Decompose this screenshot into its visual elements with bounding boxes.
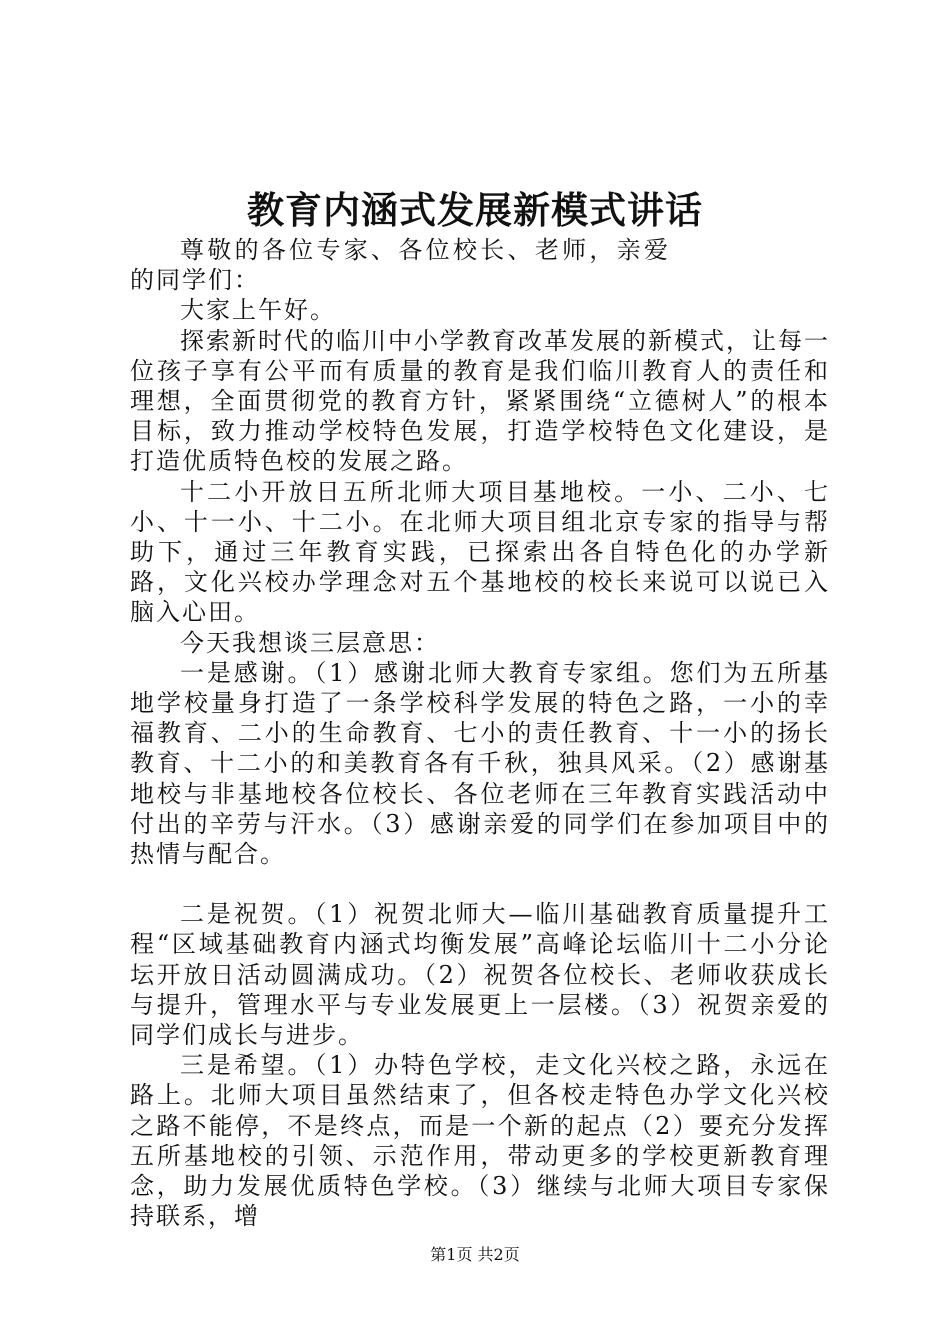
paragraph-base-schools: 十二小开放日五所北师大项目基地校。一小、二小、七小、十一小、十二小。在北师大项目组北京专家的指导与帮助下，通过三年教育实践，已探索出各自特色化的办学新路，文化兴校办学理念对五个基地校的校长来说可以说已入脑入心田。 bbox=[130, 477, 830, 627]
paragraph-three-points: 今天我想谈三层意思： bbox=[180, 628, 440, 657]
paragraph-hopes: 三是希望。（1）办特色学校，走文化兴校之路，永远在路上。北师大项目虽然结束了，但各校走特色办学文化兴校之路不能停，不是终点，而是一个新的起点（2）要充分发挥五所基地校的引领、示范作用，带动更多的学校更新教育理念，助力发展优质特色学校。（3）继续与北师大项目专家保持联系，增 bbox=[130, 1051, 830, 1231]
document-body bbox=[130, 235, 830, 1232]
page-footer: 第1页 共2页 bbox=[430, 1245, 520, 1264]
paragraph-thanks: 一是感谢。（1）感谢北师大教育专家组。您们为五所基地学校量身打造了一条学校科学发展的特色之路，一小的幸福教育、二小的生命教育、七小的责任教育、十一小的扬长教育、十二小的和美教育各有千秋，独具风采。（2）感谢基地校与非基地校各位校长、各位老师在三年教育实践活动中付出的辛劳与汗水。（3）感谢亲爱的同学们在参加项目中的热情与配合。 bbox=[130, 658, 830, 869]
paragraph-greeting: 尊敬的各位专家、各位校长、老师，亲爱的同学们： bbox=[130, 236, 670, 295]
paragraph-hello: 大家上午好。 bbox=[180, 296, 336, 325]
document-title: 教育内涵式发展新模式讲话 bbox=[247, 188, 703, 232]
paragraph-intro: 探索新时代的临川中小学教育改革发展的新模式，让每一位孩子享有公平而有质量的教育是我们临川教育人的责任和理想，全面贯彻党的教育方针，紧紧围绕“立德树人”的根本目标，致力推动学校特色发展，打造学校特色文化建设，是打造优质特色校的发展之路。 bbox=[130, 326, 830, 476]
paragraph-congratulations: 二是祝贺。（1）祝贺北师大—临川基础教育质量提升工程“区域基础教育内涵式均衡发展”高峰论坛临川十二小分论坛开放日活动圆满成功。（2）祝贺各位校长、老师收获成长与提升，管理水平与专业发展更上一层楼。（3）祝贺亲爱的同学们成长与进步。 bbox=[130, 900, 830, 1050]
